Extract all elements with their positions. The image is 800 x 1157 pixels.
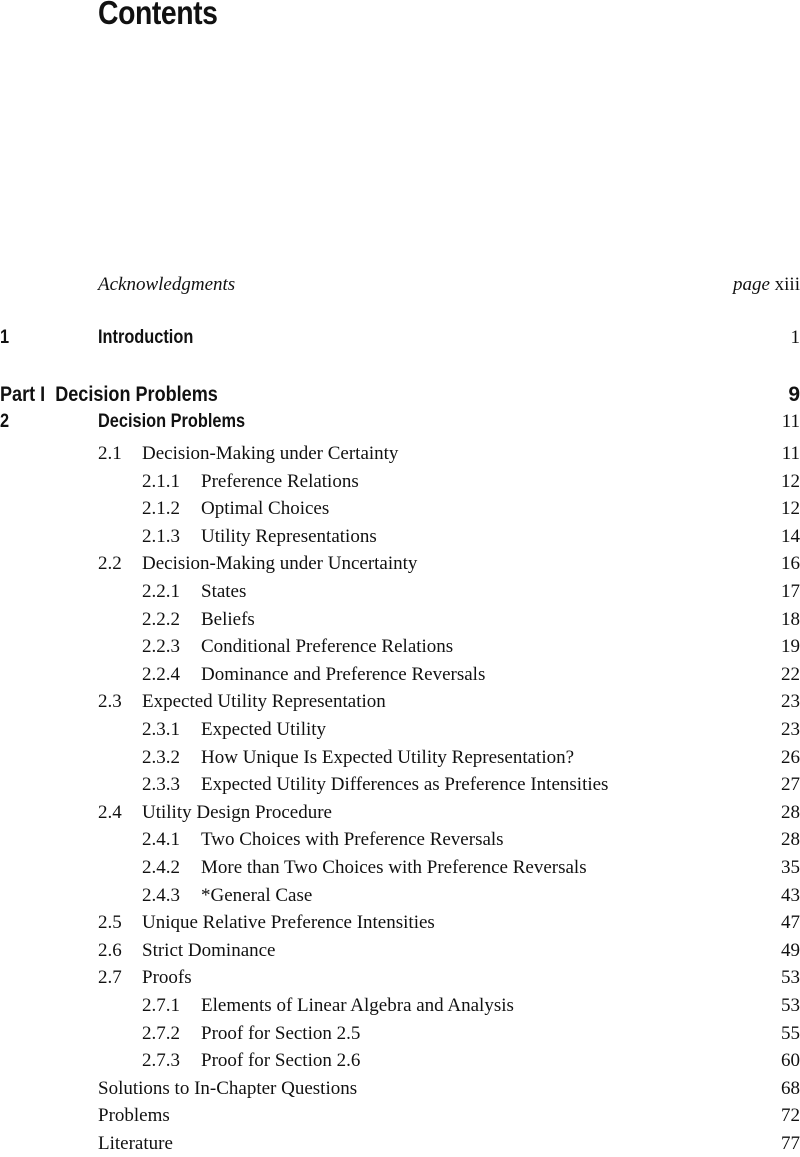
entry-page: 23: [781, 719, 800, 741]
entry-page: 12: [781, 471, 800, 493]
toc-entry[interactable]: [0, 1023, 800, 1047]
section-number: 2.4: [98, 802, 122, 824]
entry-title: Strict Dominance: [142, 940, 276, 962]
section-number: 2.5: [98, 912, 122, 934]
toc-entry[interactable]: [0, 471, 800, 495]
entry-title: Acknowledgments: [98, 274, 235, 296]
toc-entry[interactable]: [0, 885, 800, 909]
toc-entry[interactable]: [0, 609, 800, 633]
toc-entry[interactable]: [0, 719, 800, 743]
toc-entry[interactable]: [0, 747, 800, 771]
section-number: 2.3.3: [142, 774, 180, 796]
entry-title: Expected Utility Differences as Preference Intensities: [201, 774, 608, 796]
entry-page: 43: [781, 885, 800, 907]
entry-page: 28: [781, 802, 800, 824]
entry-page: 26: [781, 747, 800, 769]
entry-page: 11: [782, 411, 800, 433]
section-number: 2.2.4: [142, 664, 180, 686]
chapter-number: 2: [0, 411, 11, 433]
toc-entry[interactable]: [0, 1078, 800, 1102]
entry-page: 77: [781, 1133, 800, 1155]
entry-title: More than Two Choices with Preference Reversals: [201, 857, 587, 879]
entry-page: 1: [791, 327, 800, 349]
entry-page: 9: [788, 383, 800, 407]
toc-entry[interactable]: [0, 581, 800, 605]
entry-page: 60: [781, 1050, 800, 1072]
entry-page: 47: [781, 912, 800, 934]
entry-page: 35: [781, 857, 800, 879]
entry-title: Dominance and Preference Reversals: [201, 664, 485, 686]
toc-entry[interactable]: [0, 498, 800, 522]
entry-title: Utility Design Procedure: [142, 802, 332, 824]
entry-page: 68: [781, 1078, 800, 1100]
toc-entry[interactable]: [0, 553, 800, 577]
section-number: 2.4.2: [142, 857, 180, 879]
entry-page: 28: [781, 829, 800, 851]
entry-title: Utility Representations: [201, 526, 377, 548]
entry-page: 55: [781, 1023, 800, 1045]
entry-title: Decision-Making under Uncertainty: [142, 553, 417, 575]
entry-page: 16: [781, 553, 800, 575]
part-heading: Part I Decision Problems: [0, 383, 253, 407]
chapter-title: Decision Problems: [98, 411, 269, 433]
toc-entry[interactable]: [0, 691, 800, 715]
toc-entry[interactable]: [0, 995, 800, 1019]
toc-entry[interactable]: [0, 1133, 800, 1157]
section-number: 2.3.2: [142, 747, 180, 769]
toc-entry[interactable]: [0, 443, 800, 467]
entry-page: 53: [781, 967, 800, 989]
entry-page: 17: [781, 581, 800, 603]
section-number: 2.1: [98, 443, 122, 465]
toc-entry[interactable]: [0, 1105, 800, 1129]
toc-entry[interactable]: [0, 829, 800, 853]
toc-entry[interactable]: [0, 802, 800, 826]
entry-title: Proof for Section 2.6: [201, 1050, 360, 1072]
section-number: 2.3.1: [142, 719, 180, 741]
entry-title: Optimal Choices: [201, 498, 329, 520]
toc-entry[interactable]: [0, 774, 800, 798]
entry-title: Solutions to In-Chapter Questions: [98, 1078, 357, 1100]
section-number: 2.1.3: [142, 526, 180, 548]
entry-page: 23: [781, 691, 800, 713]
entry-title: Problems: [98, 1105, 170, 1127]
toc-entry[interactable]: [0, 1050, 800, 1074]
section-number: 2.2.2: [142, 609, 180, 631]
entry-page: 14: [781, 526, 800, 548]
toc-chapter-1[interactable]: [0, 327, 800, 351]
entry-title: Expected Utility: [201, 719, 326, 741]
toc-chapter-2[interactable]: [0, 411, 800, 435]
entry-title: Preference Relations: [201, 471, 359, 493]
section-number: 2.7.2: [142, 1023, 180, 1045]
entry-title: Proof for Section 2.5: [201, 1023, 360, 1045]
section-number: 2.7.3: [142, 1050, 180, 1072]
entry-title: Decision-Making under Certainty: [142, 443, 398, 465]
entry-page: 27: [781, 774, 800, 796]
toc-entry[interactable]: [0, 940, 800, 964]
section-number: 2.7.1: [142, 995, 180, 1017]
entry-title: Unique Relative Preference Intensities: [142, 912, 435, 934]
section-number: 2.2.3: [142, 636, 180, 658]
entry-title: Beliefs: [201, 609, 255, 631]
section-number: 2.2: [98, 553, 122, 575]
toc-entry[interactable]: [0, 664, 800, 688]
chapter-number: 1: [0, 327, 11, 349]
section-number: 2.1.1: [142, 471, 180, 493]
entry-title: Elements of Linear Algebra and Analysis: [201, 995, 514, 1017]
chapter-title: Introduction: [98, 327, 209, 349]
entry-title: Two Choices with Preference Reversals: [201, 829, 504, 851]
toc-entry[interactable]: [0, 636, 800, 660]
entry-page: 53: [781, 995, 800, 1017]
entry-page: 18: [781, 609, 800, 631]
entry-title: Conditional Preference Relations: [201, 636, 453, 658]
toc-entry[interactable]: [0, 857, 800, 881]
entry-page: 22: [781, 664, 800, 686]
toc-part-1[interactable]: [0, 383, 800, 407]
entry-page: 72: [781, 1105, 800, 1127]
entry-page: 49: [781, 940, 800, 962]
section-number: 2.4.3: [142, 885, 180, 907]
section-number: 2.3: [98, 691, 122, 713]
entry-page: 11: [782, 443, 800, 465]
toc-entry[interactable]: [0, 912, 800, 936]
page-title: Contents: [98, 0, 218, 32]
section-number: 2.6: [98, 940, 122, 962]
entry-title: States: [201, 581, 246, 603]
entry-title: How Unique Is Expected Utility Representation?: [201, 747, 574, 769]
toc-entry-acknowledgments[interactable]: [0, 274, 800, 298]
entry-page: page xiii: [733, 274, 800, 296]
entry-page: 19: [781, 636, 800, 658]
section-number: 2.4.1: [142, 829, 180, 851]
entry-page: 12: [781, 498, 800, 520]
entry-title: Expected Utility Representation: [142, 691, 386, 713]
section-number: 2.2.1: [142, 581, 180, 603]
entry-title: Proofs: [142, 967, 192, 989]
toc-entry[interactable]: [0, 526, 800, 550]
section-number: 2.7: [98, 967, 122, 989]
toc-entry[interactable]: [0, 967, 800, 991]
entry-title: *General Case: [201, 885, 312, 907]
section-number: 2.1.2: [142, 498, 180, 520]
entry-title: Literature: [98, 1133, 173, 1155]
